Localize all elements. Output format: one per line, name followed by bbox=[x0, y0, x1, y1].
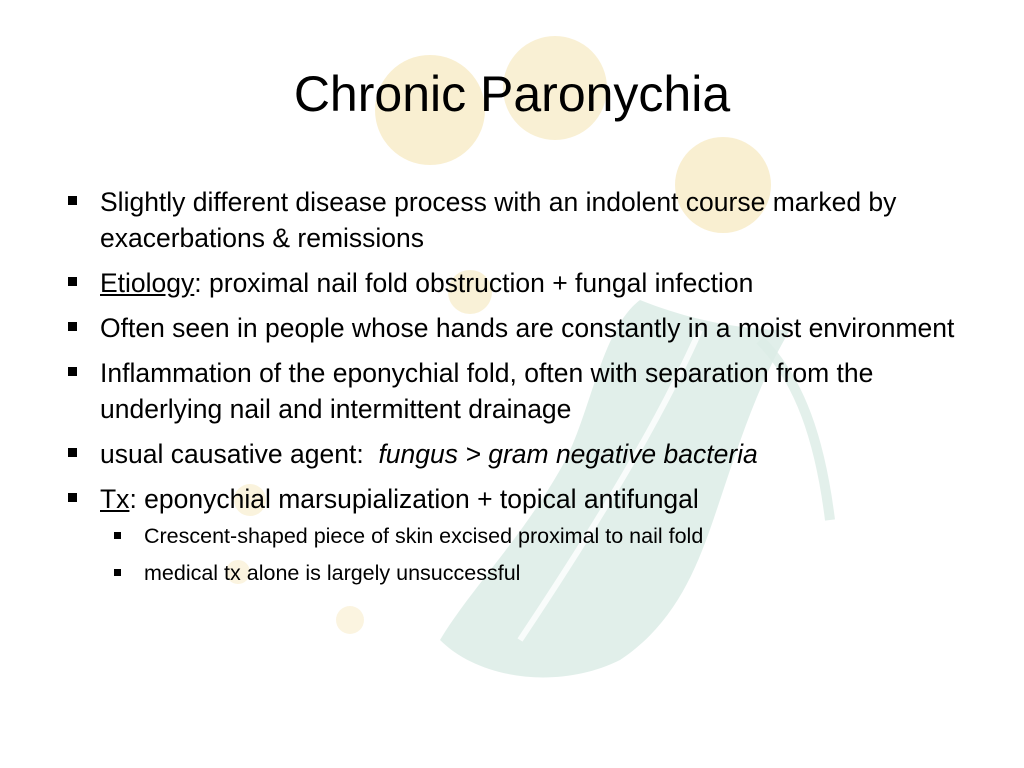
bullet-text: Inflammation of the eponychial fold, often with separation from the underlying nail and intermittent drainage bbox=[100, 358, 874, 424]
square-bullet-icon bbox=[68, 448, 77, 457]
sub-bullet-item bbox=[100, 521, 960, 551]
square-bullet-icon bbox=[68, 196, 77, 205]
bullet-underlined-lead: Etiology bbox=[100, 268, 195, 298]
bullet-underlined-lead: Tx bbox=[100, 484, 130, 514]
bullet-text: usual causative agent: bbox=[100, 439, 379, 469]
square-bullet-icon bbox=[114, 569, 121, 576]
bullet-text: Slightly different disease process with an indolent course marked by exacerbations & remissions bbox=[100, 187, 897, 253]
square-bullet-icon bbox=[68, 493, 77, 502]
bullet-text: Often seen in people whose hands are constantly in a moist environment bbox=[100, 313, 955, 343]
square-bullet-icon bbox=[68, 322, 77, 331]
bullet-text: : proximal nail fold obstruction + fungal infection bbox=[194, 268, 754, 298]
bullet-item bbox=[60, 355, 960, 427]
bullet-item bbox=[60, 265, 960, 301]
bullet-item bbox=[60, 310, 960, 346]
square-bullet-icon bbox=[114, 532, 121, 539]
decor-circle bbox=[336, 606, 364, 634]
sub-bullet-list bbox=[100, 521, 960, 588]
bullet-item bbox=[60, 184, 960, 256]
bullet-text: : eponychial marsupialization + topical antifungal bbox=[129, 484, 699, 514]
bullet-item bbox=[60, 481, 960, 588]
square-bullet-icon bbox=[68, 277, 77, 286]
sub-bullet-text: medical tx alone is largely unsuccessful bbox=[144, 561, 521, 585]
slide-title: Chronic Paronychia bbox=[293, 66, 731, 122]
bullet-item bbox=[60, 436, 960, 472]
bullet-list bbox=[60, 184, 960, 597]
square-bullet-icon bbox=[68, 367, 77, 376]
sub-bullet-text: Crescent-shaped piece of skin excised proximal to nail fold bbox=[144, 524, 704, 548]
sub-bullet-item bbox=[100, 558, 960, 588]
bullet-italic-text: fungus > gram negative bacteria bbox=[378, 439, 758, 469]
